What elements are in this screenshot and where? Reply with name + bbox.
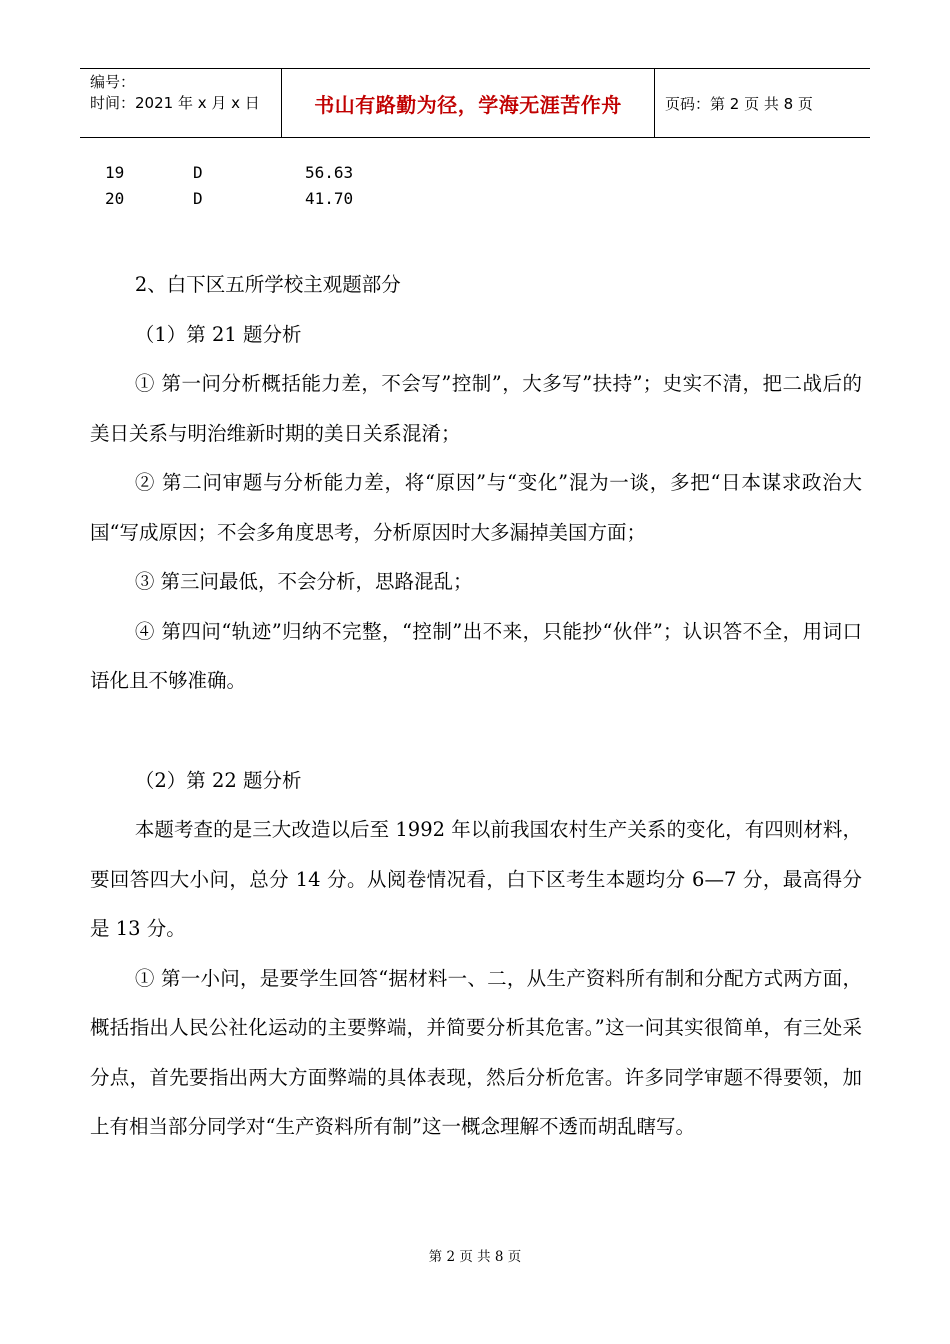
score-table — [105, 160, 353, 212]
paragraph: ① 第一小问，是要学生回答“据材料一、二，从生产资料所有制和分配方式两方面，概括指出人民公社化运动的主要弊端，并简要分析其危害。”这一问其实很简单，有三处采分点，首先要指出两大方面弊端的具体表现，然后分析危害。许多同学审题不得要领，加上有相当部分同学对“生产资料所有制”这一概念理解不透而胡乱瞎写。 — [90, 966, 862, 1138]
header-motto: 书山有路勤为径，学海无涯苦作舟 — [282, 69, 655, 137]
subsection-heading-q21: （1）第 21 题分析 — [134, 322, 302, 346]
score-rate: 56.63 — [305, 163, 354, 182]
section-heading: 2、白下区五所学校主观题部分 — [134, 273, 401, 296]
answer: D — [193, 163, 203, 182]
answer: D — [193, 189, 203, 208]
question-number: 20 — [105, 189, 125, 208]
page-header — [80, 68, 870, 138]
paragraph: 本题考查的是三大改造以后至 1992 年以前我国农村生产关系的变化，有四则材料，要回答四大小问，总分 14 分。从阅卷情况看，白下区考生本题均分 6—7 分，最高得分是 13 分。 — [90, 818, 862, 940]
page-footer: 第 2 页 共 8 页 — [428, 1249, 522, 1265]
header-page-label: 页码：第 2 页 共 8 页 — [665, 94, 813, 113]
question-number: 19 — [105, 163, 125, 182]
paragraph: ④ 第四问“轨迹”归纳不完整，“控制”出不来，只能抄“伙伴”；认识答不全，用词口语化且不够准确。 — [90, 619, 862, 692]
paragraph: ① 第一问分析概括能力差，不会写”控制”，大多写”扶持”；史实不清，把二战后的美日关系与明治维新时期的美日关系混淆； — [90, 372, 862, 445]
score-rate: 41.70 — [305, 189, 354, 208]
subsection-heading-q22: （2）第 22 题分析 — [134, 768, 302, 792]
header-meta — [80, 69, 282, 137]
time-label: 时间：2021 年 x 月 x 日 — [90, 94, 260, 112]
table-row — [105, 160, 353, 186]
document-body — [90, 260, 862, 1152]
code-label: 编号： — [90, 73, 136, 91]
paragraph: ② 第二问审题与分析能力差，将“原因”与“变化”混为一谈，多把“日本谋求政治大国“写成原因；不会多角度思考，分析原因时大多漏掉美国方面； — [90, 471, 862, 544]
spacer — [90, 706, 862, 756]
table-row — [105, 186, 353, 212]
paragraph: ③ 第三问最低，不会分析，思路混乱； — [134, 570, 473, 593]
